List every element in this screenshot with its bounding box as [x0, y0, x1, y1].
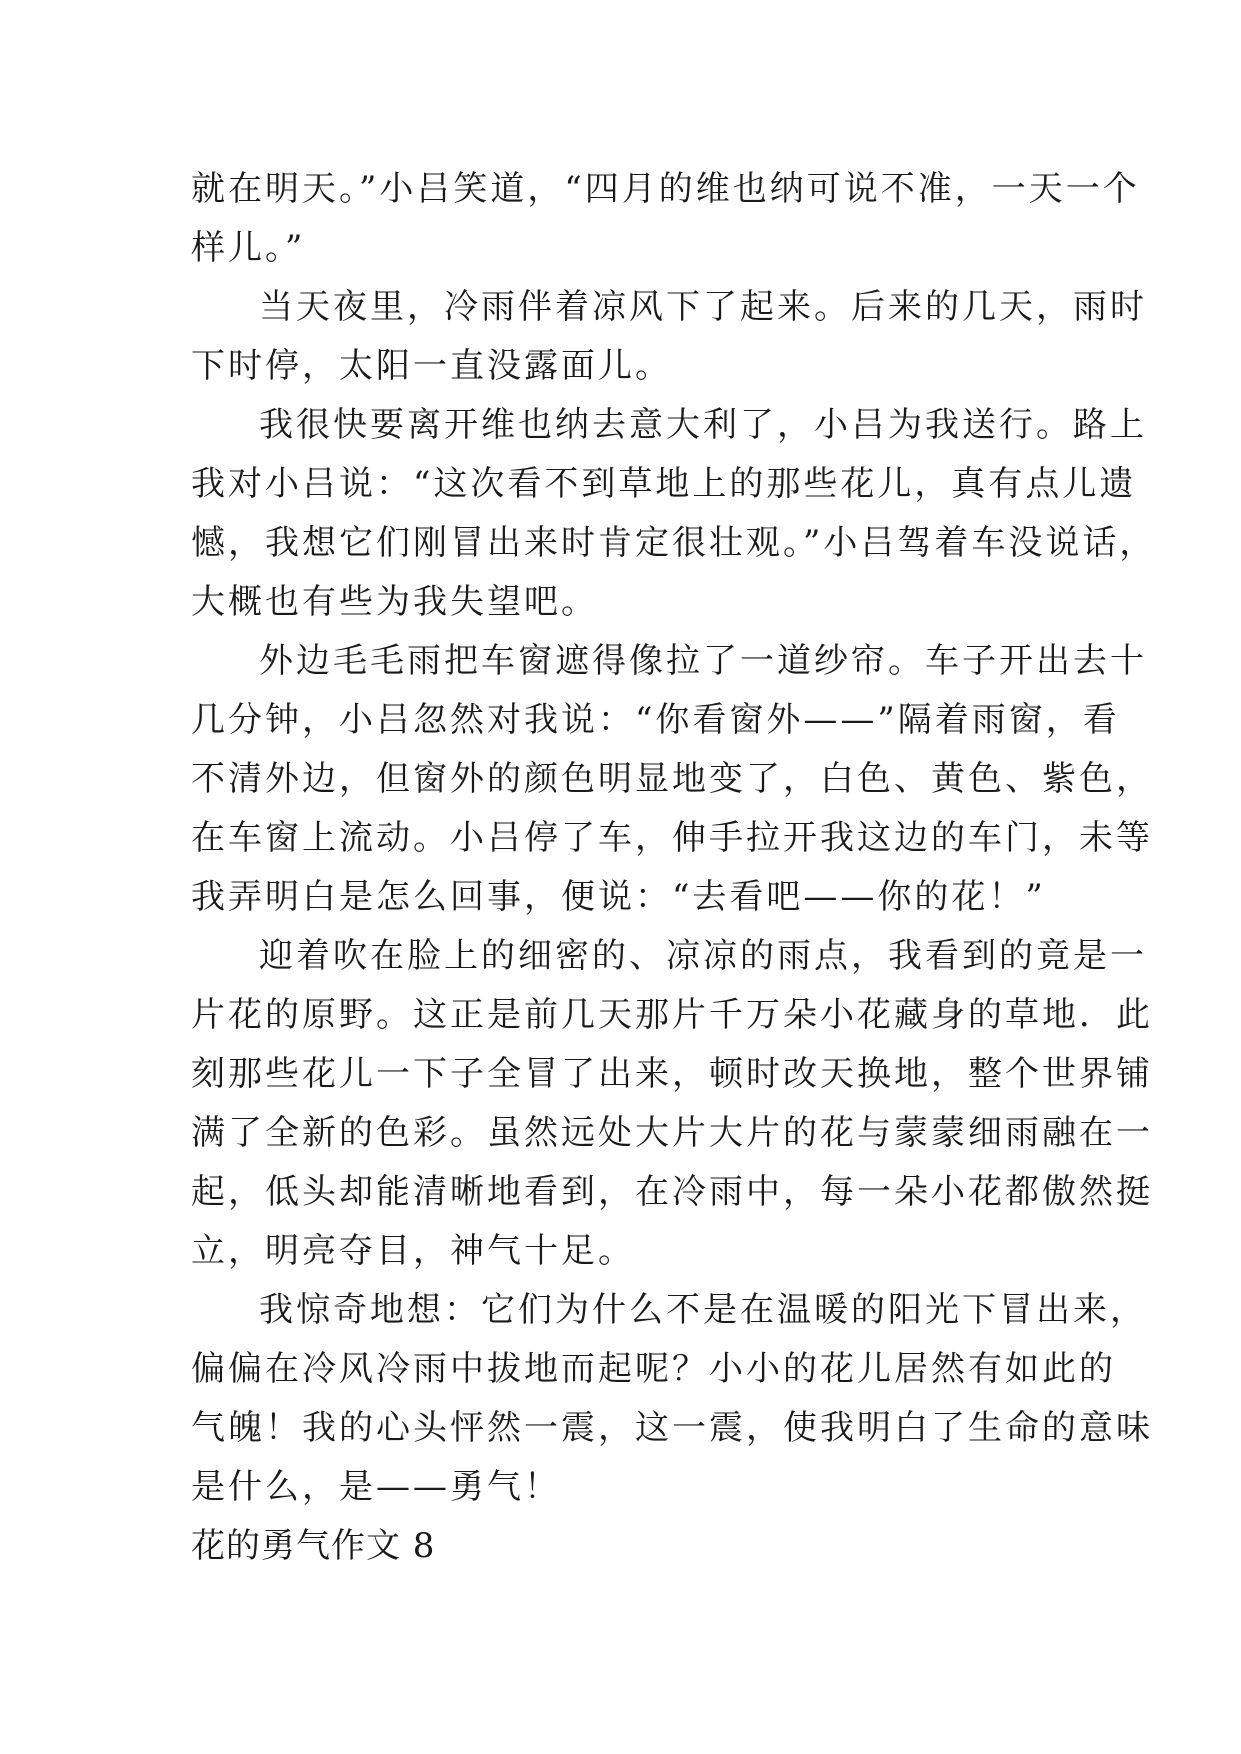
text-line: 我对小吕说：“这次看不到草地上的那些花儿，真有点儿遗: [191, 464, 1137, 504]
text-line: 就在明天。”小吕笑道，“四月的维也纳可说不准，一天一个: [191, 169, 1140, 209]
paragraph-start-line: 我很快要离开维也纳去意大利了，小吕为我送行。路上: [259, 405, 1147, 445]
text-line: 满了全新的色彩。虽然远处大片大片的花与蒙蒙细雨融在一: [191, 1113, 1153, 1153]
text-line: 起，低头却能清晰地看到，在冷雨中，每一朵小花都傲然挺: [191, 1172, 1153, 1212]
text-line: 样儿。”: [191, 228, 306, 268]
essay-body: [191, 160, 1157, 1576]
text-line: 不清外边，但窗外的颜色明显地变了，白色、黄色、紫色，: [191, 759, 1153, 799]
text-line: 气魄！我的心头怦然一震，这一震，使我明白了生命的意味: [191, 1408, 1153, 1448]
text-line: 刻那些花儿一下子全冒了出来，顿时改天换地，整个世界铺: [191, 1054, 1153, 1094]
paragraph-start-line: 当天夜里，冷雨伴着凉风下了起来。后来的几天，雨时: [259, 287, 1147, 327]
text-line: 片花的原野。这正是前几天那片千万朵小花藏身的草地．此: [191, 995, 1153, 1035]
text-line: 立，明亮夺目，神气十足。: [191, 1231, 635, 1271]
section-heading: 花的勇气作文 8: [191, 1526, 436, 1566]
text-line: 几分钟，小吕忽然对我说：“你看窗外——”隔着雨窗，看: [191, 700, 1120, 740]
paragraph-start-line: 外边毛毛雨把车窗遮得像拉了一道纱帘。车子开出去十: [259, 641, 1147, 681]
text-line: 偏偏在冷风冷雨中拔地而起呢？小小的花儿居然有如此的: [191, 1349, 1116, 1389]
text-line: 在车窗上流动。小吕停了车，伸手拉开我这边的车门，未等: [191, 818, 1153, 858]
paragraph-start-line: 迎着吹在脸上的细密的、凉凉的雨点，我看到的竟是一: [259, 936, 1147, 976]
text-line: 憾，我想它们刚冒出来时肯定很壮观。”小吕驾着车没说话，: [191, 523, 1157, 563]
text-line: 大概也有些为我失望吧。: [191, 582, 598, 622]
text-line: 下时停，太阳一直没露面儿。: [191, 346, 672, 386]
paragraph-start-line: 我惊奇地想：它们为什么不是在温暖的阳光下冒出来，: [259, 1290, 1147, 1330]
text-line: 我弄明白是怎么回事，便说：“去看吧——你的花！”: [191, 877, 1046, 917]
text-line: 是什么，是——勇气！: [191, 1467, 561, 1507]
